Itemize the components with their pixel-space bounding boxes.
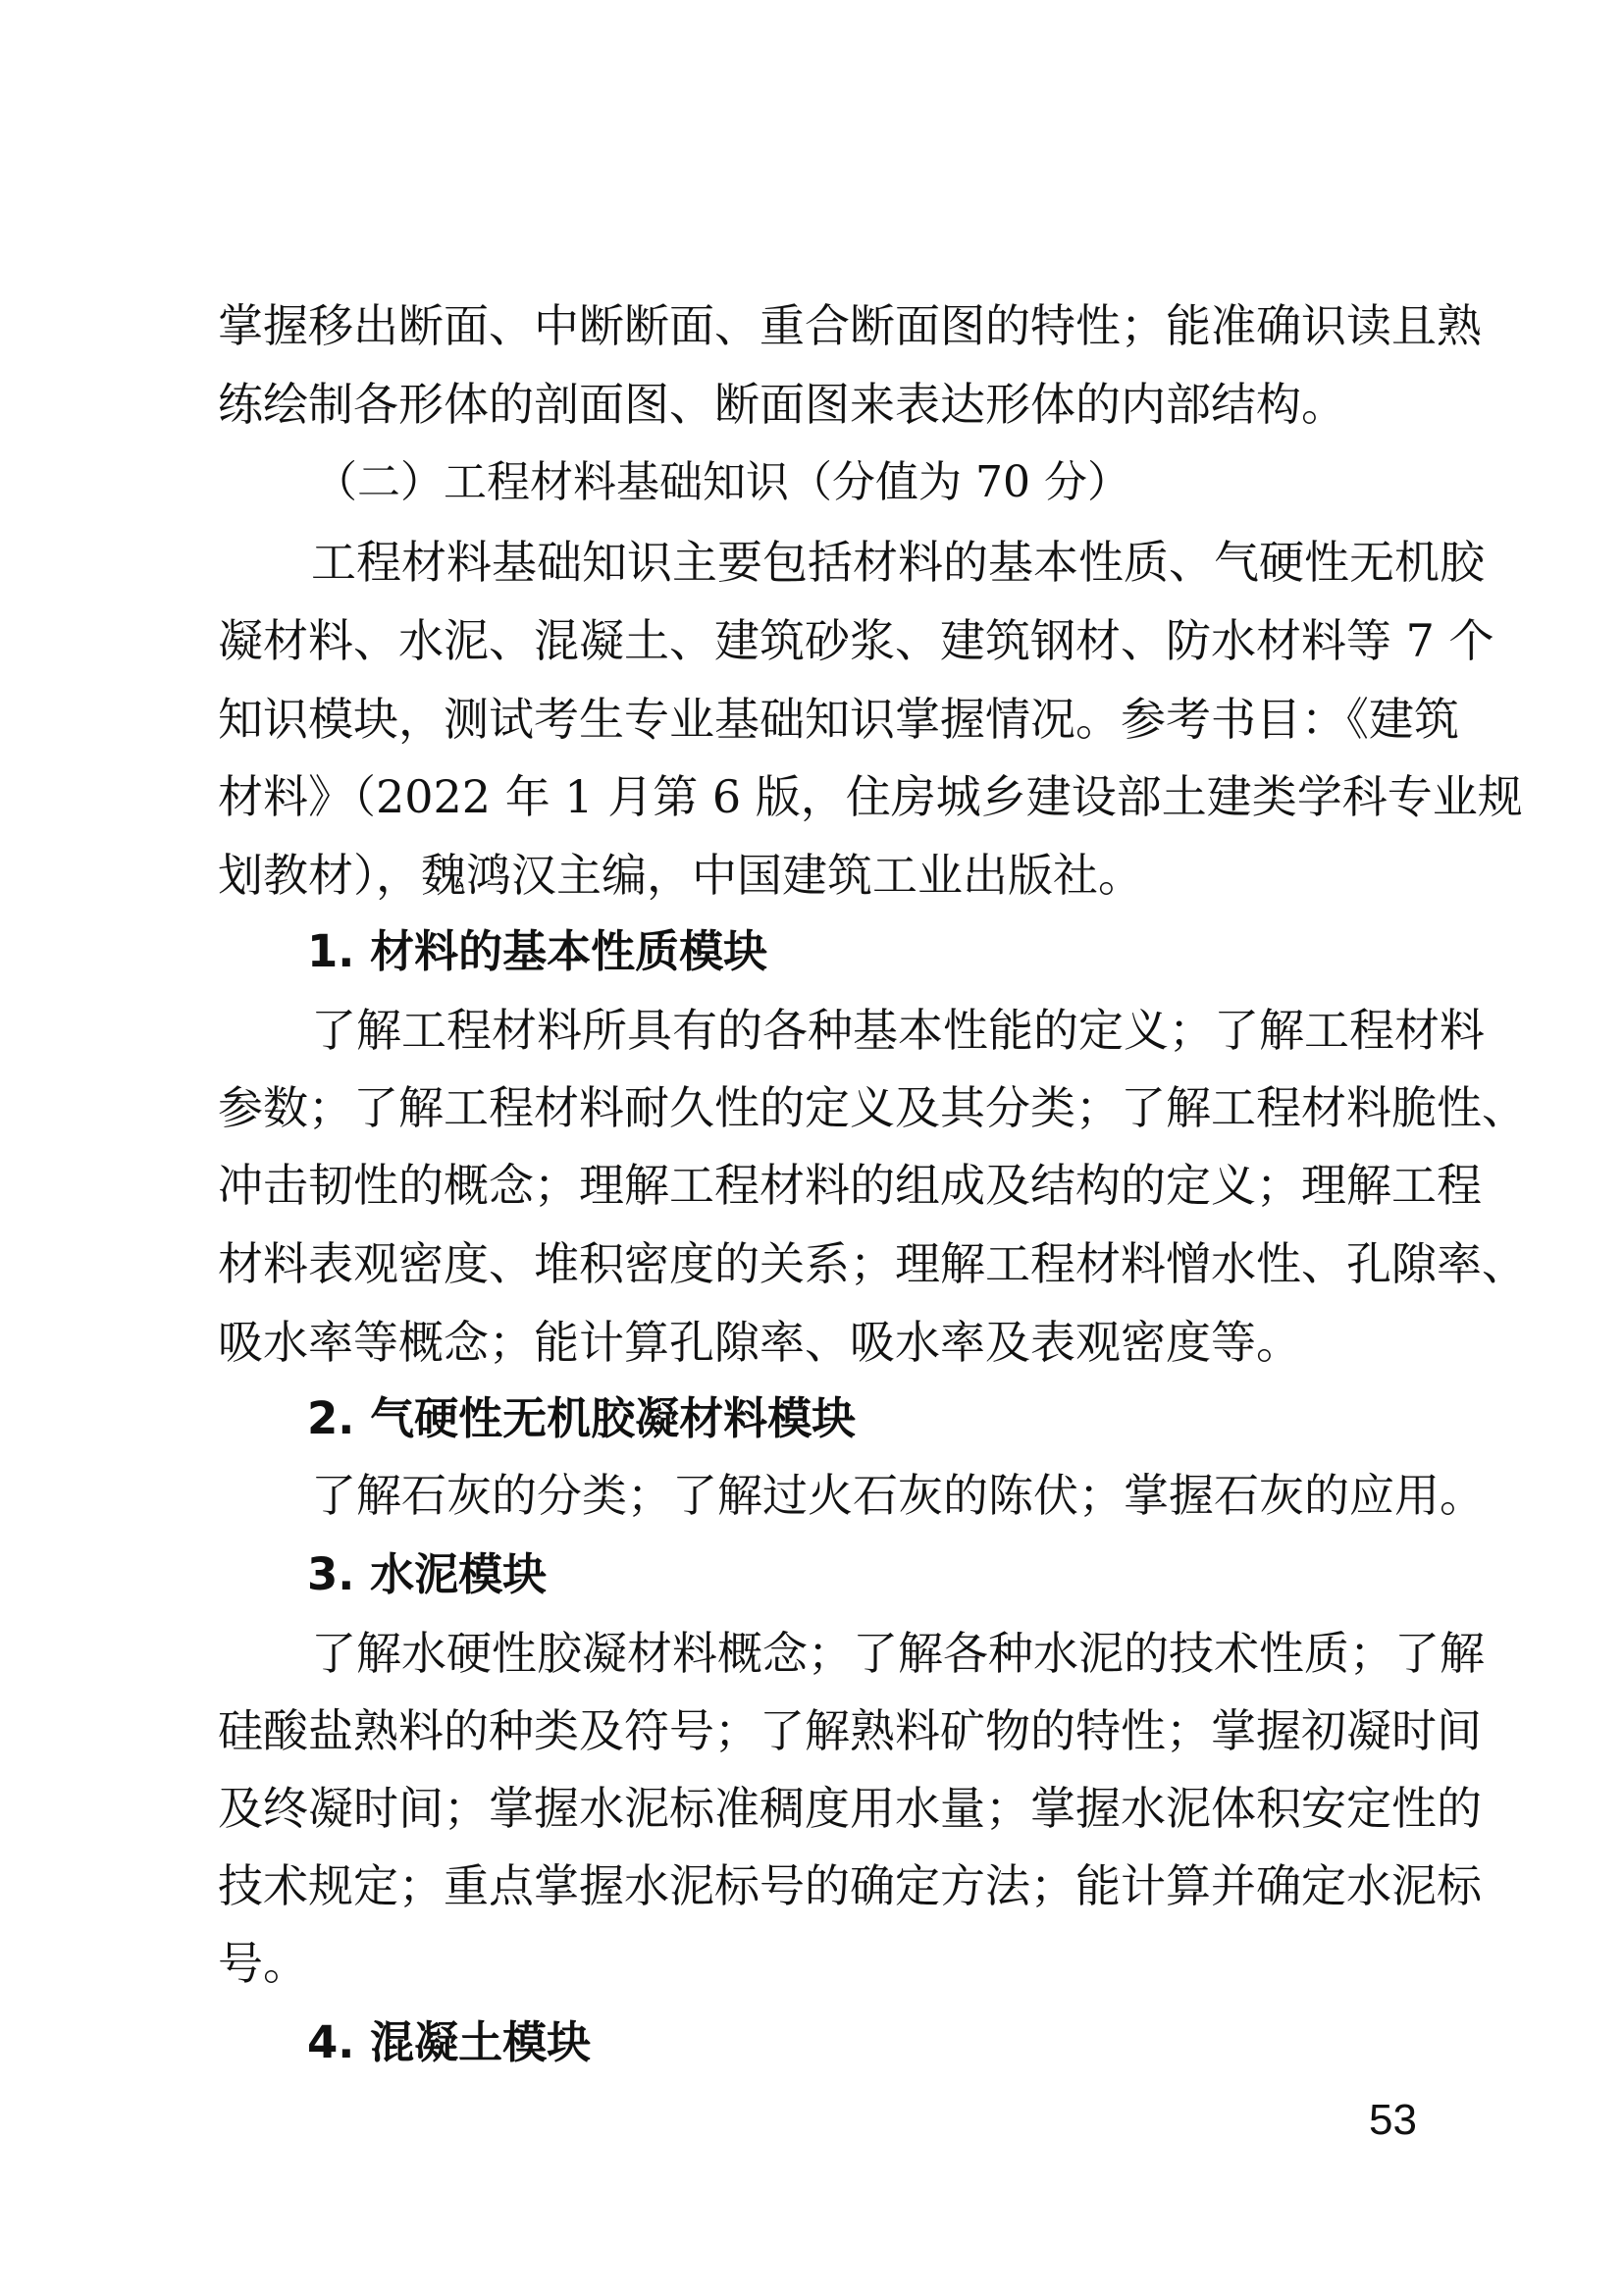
paragraph-line: 号。	[218, 1937, 308, 1990]
paragraph-line: 参数；了解工程材料耐久性的定义及其分类；了解工程材料脆性、	[218, 1081, 1527, 1134]
paragraph-line: 划教材），魏鸿汉主编，中国建筑工业出版社。	[218, 849, 1143, 902]
module-heading: 2. 气硬性无机胶凝材料模块	[307, 1392, 857, 1444]
paragraph-line: 了解工程材料所具有的各种基本性能的定义；了解工程材料	[311, 1004, 1485, 1057]
page-number: 53	[1369, 2096, 1417, 2144]
paragraph-line: 凝材料、水泥、混凝土、建筑砂浆、建筑钢材、防水材料等 7 个	[218, 614, 1494, 667]
paragraph-line: 练绘制各形体的剖面图、断面图来表达形体的内部结构。	[218, 378, 1346, 431]
paragraph-line: 了解水硬性胶凝材料概念；了解各种水泥的技术性质；了解	[311, 1627, 1485, 1680]
paragraph-line: 硅酸盐熟料的种类及符号；了解熟料矿物的特性；掌握初凝时间	[218, 1704, 1482, 1757]
paragraph-line: 吸水率等概念；能计算孔隙率、吸水率及表观密度等。	[218, 1316, 1301, 1369]
paragraph-line: 技术规定；重点掌握水泥标号的确定方法；能计算并确定水泥标	[218, 1859, 1482, 1912]
paragraph-line: 及终凝时间；掌握水泥标准稠度用水量；掌握水泥体积安定性的	[218, 1782, 1482, 1835]
paragraph-line: 了解石灰的分类；了解过火石灰的陈伏；掌握石灰的应用。	[311, 1469, 1485, 1522]
paragraph-line: 掌握移出断面、中断断面、重合断面图的特性；能准确识读且熟	[218, 299, 1482, 352]
module-heading: 3. 水泥模块	[307, 1548, 548, 1600]
module-heading: 1. 材料的基本性质模块	[307, 925, 768, 977]
paragraph-line: 知识模块，测试考生专业基础知识掌握情况。参考书目：《建筑	[218, 693, 1459, 746]
module-heading: 4. 混凝土模块	[307, 2016, 592, 2068]
paragraph-line: 冲击韧性的概念；理解工程材料的组成及结构的定义；理解工程	[218, 1159, 1482, 1212]
paragraph-line: 材料表观密度、堆积密度的关系；理解工程材料憎水性、孔隙率、	[218, 1237, 1527, 1290]
paragraph-line: 工程材料基础知识主要包括材料的基本性质、气硬性无机胶	[311, 536, 1485, 589]
paragraph-line: 材料》（2022 年 1 月第 6 版，住房城乡建设部土建类学科专业规	[218, 770, 1523, 823]
section-subheading: （二）工程材料基础知识（分值为 70 分）	[314, 457, 1130, 507]
